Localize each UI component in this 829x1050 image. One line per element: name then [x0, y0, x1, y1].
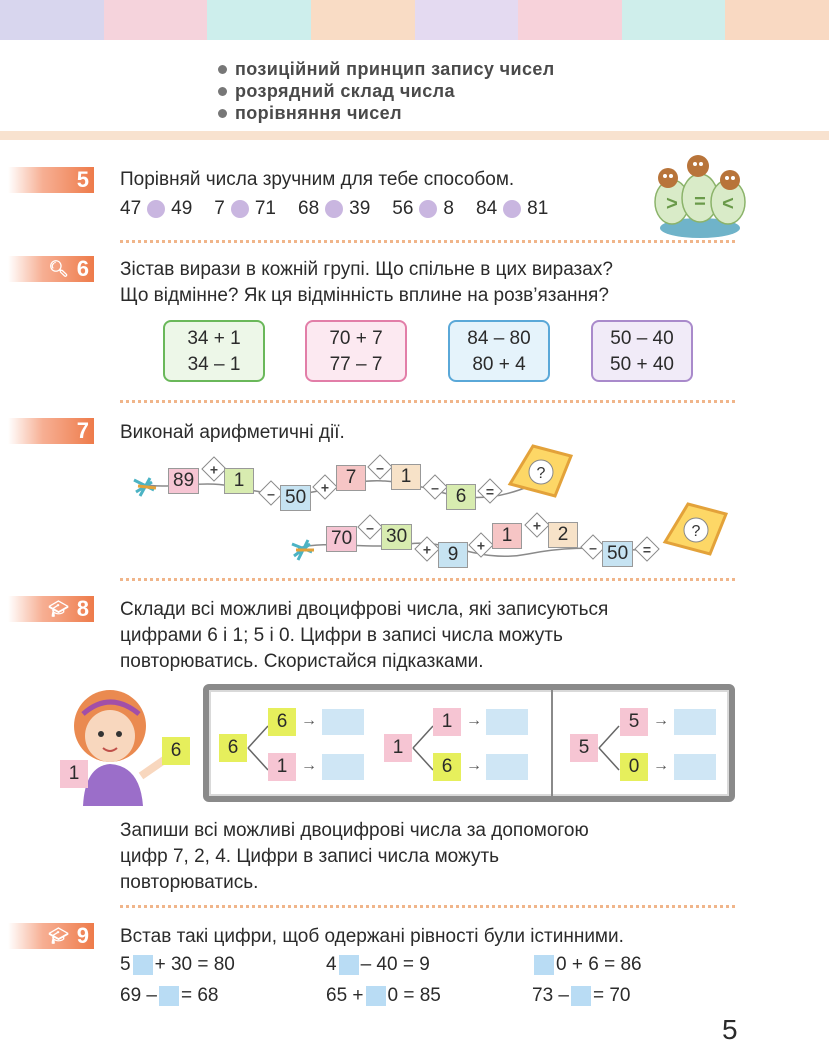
topic-list	[218, 58, 555, 124]
compare-circle[interactable]	[231, 200, 249, 218]
equation-part: 73 –	[532, 985, 569, 1006]
bullet-icon	[218, 109, 227, 118]
section-divider	[120, 240, 735, 243]
chain-number: 1	[492, 523, 522, 549]
comparison-pair	[298, 198, 370, 220]
color-strip	[311, 0, 415, 40]
kite-answer[interactable]	[505, 442, 575, 502]
task7-text: Виконай арифметичні дії.	[120, 422, 345, 443]
topic-item	[218, 102, 555, 124]
comparison-pair	[120, 198, 192, 220]
svg-text:<: <	[722, 193, 734, 215]
header-divider	[0, 131, 829, 140]
equation	[326, 954, 430, 976]
section-divider	[120, 578, 735, 581]
chain-number: 1	[224, 468, 254, 494]
number: 68	[298, 198, 320, 219]
expression: 34 + 1	[187, 328, 241, 349]
operator-sign: –	[366, 519, 374, 536]
equation	[326, 985, 441, 1007]
task-number: 9	[76, 923, 89, 948]
task9-text: Встав такі цифри, щоб одержані рівності були істинними.	[120, 926, 624, 947]
equation	[120, 954, 235, 976]
board-divider	[551, 690, 553, 796]
equation-part: – 40 = 9	[360, 954, 430, 975]
equation-part: 0 = 85	[387, 985, 441, 1006]
section-divider	[120, 905, 735, 908]
equation-part: 5	[120, 954, 131, 975]
expression: 80 + 4	[472, 354, 526, 375]
tree-digit: 6	[268, 708, 296, 736]
section-divider	[120, 400, 735, 403]
color-strip	[518, 0, 622, 40]
tree-root: 1	[384, 734, 412, 762]
tree-digit: 6	[433, 753, 461, 781]
compare-circle[interactable]	[503, 200, 521, 218]
chain-number: 30	[381, 524, 412, 550]
number: 39	[349, 198, 371, 219]
number: 49	[171, 198, 193, 219]
digit-blank[interactable]	[159, 986, 179, 1006]
topic-text: позиційний принцип запису чисел	[235, 59, 555, 79]
expression: 50 + 40	[610, 354, 674, 375]
chain-number: 6	[446, 484, 476, 510]
topic-item	[218, 80, 555, 102]
hatching-chicks-illustration	[650, 150, 750, 240]
arrow-right-icon: →	[301, 757, 317, 774]
tree-digit: 5	[620, 708, 648, 736]
topic-text: розрядний склад числа	[235, 81, 455, 101]
text-line: повторюватись. Скористайся підказками.	[120, 651, 484, 672]
equation	[532, 985, 631, 1007]
chain-number: 50	[602, 541, 633, 567]
svg-text:=: =	[694, 191, 706, 213]
chain-number: 70	[326, 526, 357, 552]
task-number-9	[8, 923, 94, 949]
chain-number: 89	[168, 468, 199, 494]
number: 56	[392, 198, 414, 219]
answer-box[interactable]	[674, 754, 716, 780]
task-number-6	[8, 256, 94, 282]
girl-card: 1	[60, 760, 88, 788]
operator-sign: –	[589, 539, 597, 556]
digit-blank[interactable]	[366, 986, 386, 1006]
svg-text:>: >	[666, 193, 678, 215]
number: 7	[214, 198, 225, 219]
arrow-right-icon: →	[301, 712, 317, 729]
color-strip	[104, 0, 208, 40]
compare-circle[interactable]	[325, 200, 343, 218]
tree-digit: 1	[268, 753, 296, 781]
text-line: Запиши всі можливі двоцифрові числа за допомогою	[120, 820, 589, 841]
tree-digit: 0	[620, 753, 648, 781]
task5-text: Порівняй числа зручним для тебе способом.	[120, 169, 515, 190]
task-number-5	[8, 167, 94, 193]
number: 47	[120, 198, 142, 219]
expression: 84 – 80	[467, 328, 531, 349]
tree-root: 6	[219, 734, 247, 762]
topic-text: порівняння чисел	[235, 103, 402, 123]
equation	[120, 985, 219, 1007]
equation-part: = 70	[592, 985, 631, 1006]
text-line: Що відмінне? Як ця відмінність вплине на розв’язання?	[120, 285, 609, 306]
answer-box[interactable]	[322, 709, 364, 735]
number: 81	[527, 198, 549, 219]
expression-group	[305, 320, 407, 382]
equation-part: = 68	[180, 985, 219, 1006]
task-number: 7	[76, 418, 89, 443]
answer-box[interactable]	[674, 709, 716, 735]
equation-part: 0 + 6 = 86	[556, 954, 642, 975]
color-strip	[622, 0, 726, 40]
bullet-icon	[218, 65, 227, 74]
svg-text:?: ?	[536, 465, 546, 482]
chain-number: 1	[391, 464, 421, 490]
arrow-right-icon: →	[653, 712, 669, 729]
comparison-row	[120, 198, 570, 220]
arrow-right-icon: →	[653, 757, 669, 774]
compare-circle[interactable]	[147, 200, 165, 218]
chain-operator	[367, 454, 392, 479]
equation-part: + 30 = 80	[154, 954, 235, 975]
operator-sign: =	[642, 541, 652, 558]
task6-text	[120, 257, 613, 309]
expression: 34 – 1	[187, 354, 241, 375]
task-number-7	[8, 418, 94, 444]
color-strip	[0, 0, 104, 40]
equation	[532, 954, 642, 976]
digit-blank[interactable]	[571, 986, 591, 1006]
text-line: цифрами 6 і 1; 5 і 0. Цифри в записі числа можуть	[120, 625, 563, 646]
svg-text:?: ?	[691, 523, 701, 540]
number: 84	[476, 198, 498, 219]
topic-item	[218, 58, 555, 80]
equation-part: 65 +	[326, 985, 364, 1006]
comparison-pair	[476, 198, 548, 220]
compare-circle[interactable]	[419, 200, 437, 218]
answer-box[interactable]	[322, 754, 364, 780]
operator-sign: +	[422, 541, 432, 558]
text-line: повторюватись.	[120, 872, 259, 893]
expression-group	[591, 320, 693, 382]
expression-group	[163, 320, 265, 382]
text-line: цифр 7, 2, 4. Цифри в записі числа можуть	[120, 846, 500, 867]
kite-answer[interactable]	[660, 500, 730, 560]
task-number: 6	[76, 256, 89, 281]
expression-group	[448, 320, 550, 382]
expression: 50 – 40	[610, 328, 674, 349]
equation-part: 4	[326, 954, 337, 975]
digit-blank[interactable]	[133, 955, 153, 975]
number: 71	[254, 198, 276, 219]
graduation-cap-icon: 🎓︎	[48, 928, 69, 945]
task-number-8	[8, 596, 94, 622]
operator-sign: –	[431, 479, 439, 496]
digit-blank[interactable]	[534, 955, 554, 975]
hint-board	[203, 684, 735, 802]
task-number: 8	[76, 596, 89, 621]
task-number: 5	[76, 167, 89, 192]
number: 8	[443, 198, 454, 219]
graduation-cap-icon: 🎓︎	[48, 601, 69, 618]
text-line: Зістав вирази в кожній групі. Що спільне в цих виразах?	[120, 259, 613, 280]
magnifier-icon: 🔍︎	[48, 261, 69, 278]
arrow-right-icon: →	[466, 757, 482, 774]
operator-sign: +	[320, 479, 330, 496]
answer-box[interactable]	[486, 709, 528, 735]
color-strip	[207, 0, 311, 40]
bullet-icon	[218, 87, 227, 96]
operator-sign: +	[476, 537, 486, 554]
operator-sign: +	[532, 517, 542, 534]
arrow-right-icon: →	[466, 712, 482, 729]
answer-box[interactable]	[486, 754, 528, 780]
task8-text	[120, 597, 608, 675]
expression: 77 – 7	[329, 354, 383, 375]
comparison-pair	[214, 198, 276, 220]
task8-extra-text	[120, 818, 589, 896]
operator-sign: –	[267, 485, 275, 502]
comparison-pair	[392, 198, 454, 220]
text-line: Склади всі можливі двоцифрові числа, які записуються	[120, 599, 609, 620]
top-color-bar	[0, 0, 829, 40]
chain-number: 50	[280, 485, 311, 511]
equation-part: 69 –	[120, 985, 157, 1006]
tree-root: 5	[570, 734, 598, 762]
chain-number: 2	[548, 522, 578, 548]
digit-blank[interactable]	[339, 955, 359, 975]
chain-number: 9	[438, 542, 468, 568]
girl-card: 6	[162, 737, 190, 765]
color-strip	[725, 0, 829, 40]
tree-digit: 1	[433, 708, 461, 736]
operator-sign: +	[209, 461, 219, 478]
color-strip	[415, 0, 519, 40]
page-number: 5	[722, 1014, 738, 1045]
operator-sign: =	[485, 483, 495, 500]
chain-number: 7	[336, 465, 366, 491]
operator-sign: –	[376, 459, 384, 476]
expression: 70 + 7	[329, 328, 383, 349]
